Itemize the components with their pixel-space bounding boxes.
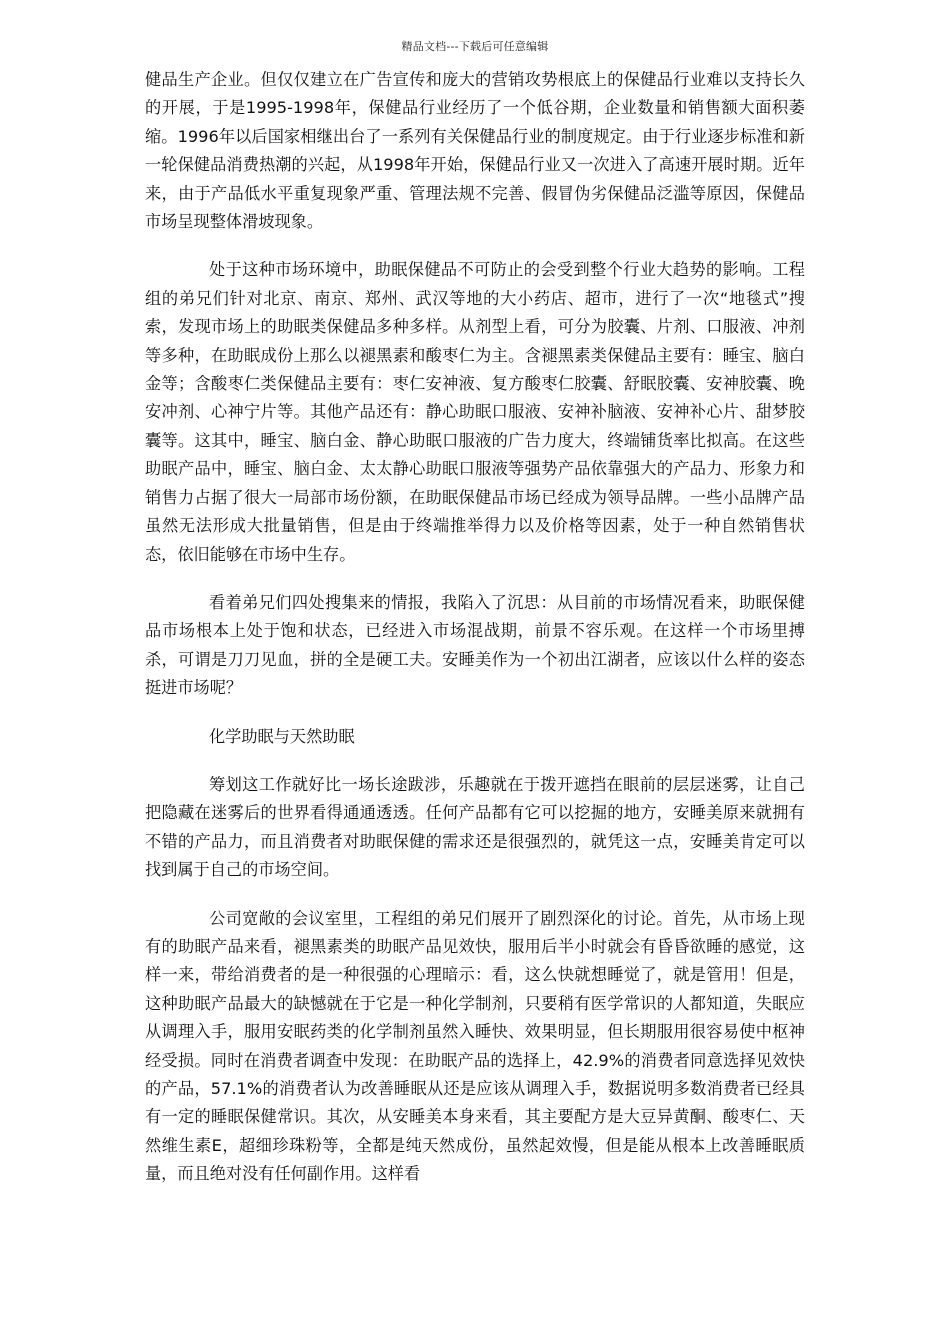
section-heading: 化学助眠与天然助眠	[209, 726, 355, 746]
paragraph-discussion: 公司宽敞的会议室里，工程组的弟兄们展开了剧烈深化的讨论。首先，从市场上现有的助眠产品来看，褪黑素类的助眠产品见效快，服用后半小时就会有昏昏欲睡的感觉，这样一来，带给消费者的是一种很强的心理暗示：看，这么快就想睡觉了，就是管用！但是，这种助眠产品最大的缺憾就在于它是一种化学制剂，只要稍有医学常识的人都知道，失眠应从调理入手，服用安眠药类的化学制剂虽然入睡快、效果明显，但长期服用很容易使中枢神经受损。同时在消费者调查中发现：在助眠产品的选择上，42.9%的消费者同意选择见效快的产品，57.1%的消费者认为改善睡眠从还是应该从调理入手，数据说明多数消费者已经具有一定的睡眠保健常识。其次，从安睡美本身来看，其主要配方是大豆异黄酮、酸枣仁、天然维生素E，超细珍珠粉等，全都是纯天然成份，虽然起效慢，但是能从根本上改善睡眠质量，而且绝对没有任何副作用。这样看	[145, 908, 805, 1184]
paragraph-market-survey: 处于这种市场环境中，助眠保健品不可防止的会受到整个行业大趋势的影响。工程组的弟兄们针对北京、南京、郑州、武汉等地的大小药店、超市，进行了一次“地毯式”搜索，发现市场上的助眠类保健品多种多样。从剂型上看，可分为胶囊、片剂、口服液、冲剂等多种，在助眠成份上那么以褪黑素和酸枣仁为主。含褪黑素类保健品主要有：睡宝、脑白金等；含酸枣仁类保健品主要有：枣仁安神液、复方酸枣仁胶囊、舒眠胶囊、安神胶囊、晚安冲剂、心神宁片等。其他产品还有：静心助眠口服液、安神补脑液、安神补心片、甜梦胶囊等。这其中，睡宝、脑白金、静心助眠口服液的广告力度大，终端铺货率比拟高。在这些助眠产品中，睡宝、脑白金、太太静心助眠口服液等强势产品依靠强大的产品力、形象力和销售力占据了很大一局部市场份额，在助眠保健品市场已经成为领导品牌。一些小品牌产品虽然无法形成大批量销售，但是由于终端推举得力以及价格等因素，处于一种自然销售状态，依旧能够在市场中生存。	[145, 260, 805, 564]
paragraph-industry-history: 健品生产企业。但仅仅建立在广告宣传和庞大的营销攻势根底上的保健品行业难以支持长久的开展，于是1995-1998年，保健品行业经历了一个低谷期，企业数量和销售额大面积萎缩。1996年以后国家相继出台了一系列有关保健品行业的制度规定。由于行业逐步标准和新一轮保健品消费热潮的兴起，从1998年开始，保健品行业又一次进入了高速开展时期。近年来，由于产品低水平重复现象严重、管理法规不完善、假冒伪劣保健品泛滥等原因，保健品市场呈现整体滑坡现象。	[145, 70, 805, 232]
paragraph-planning: 筹划这工作就好比一场长途跋涉，乐趣就在于拨开遮挡在眼前的层层迷雾，让自己把隐藏在迷雾后的世界看得通通透透。任何产品都有它可以挖掘的地方，安睡美原来就拥有不错的产品力，而且消费者对助眠保健的需求还是很强烈的，就凭这一点，安睡美肯定可以找到属于自己的市场空间。	[145, 774, 805, 880]
paragraph-market-reflection: 看着弟兄们四处搜集来的情报，我陷入了沉思：从目前的市场情况看来，助眠保健品市场根本上处于饱和状态，已经进入市场混战期，前景不容乐观。在这样一个市场里搏杀，可谓是刀刀见血，拼的全是硬工夫。安睡美作为一个初出江湖者，应该以什么样的姿态挺进市场呢？	[145, 592, 805, 698]
page-header: 精品文档---下载后可任意编辑	[401, 40, 549, 53]
document-body	[145, 66, 805, 1189]
